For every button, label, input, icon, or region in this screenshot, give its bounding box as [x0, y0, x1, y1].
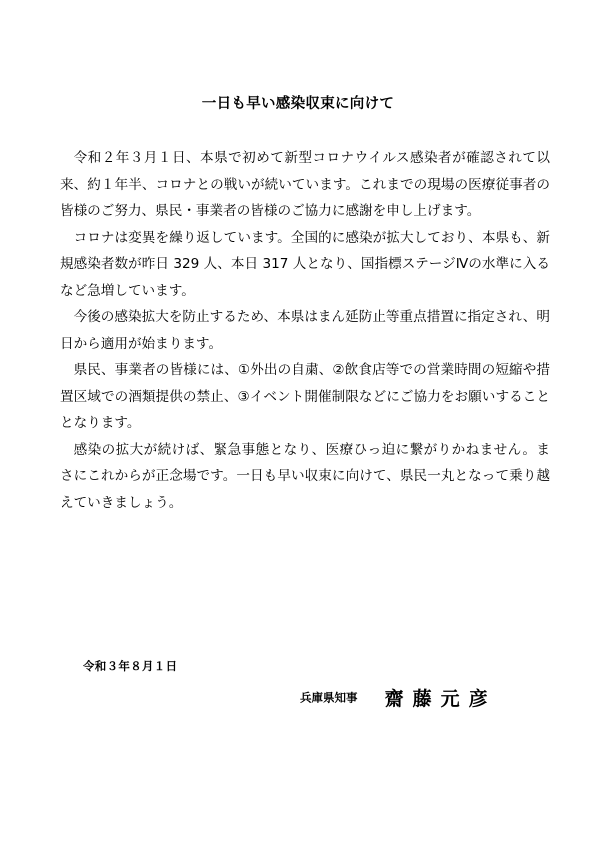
- paragraph-5: 感染の拡大が続けば、緊急事態となり、医療ひっ迫に繋がりかねません。まさにこれからが正念場です。一日も早い収束に向けて、県民一丸となって乗り越えていきましょう。: [60, 441, 550, 511]
- signer-name: 齋藤元彦: [384, 688, 497, 710]
- paragraph-1: 令和２年３月１日、本県で初めて新型コロナウイルス感染者が確認されて以来、約１年半、コロナとの戦いが続いています。これまでの現場の医療従事者の皆様のご努力、県民・事業者の皆様のご協力に感謝を申し上げます。: [60, 150, 550, 219]
- signature-block: [300, 684, 497, 711]
- message-body: [60, 145, 550, 516]
- paragraph-2: コロナは変異を繰り返しています。全国的に感染が拡大しており、本県も、新規感染者数が昨日 329 人、本日 317 人となり、国指標ステージⅣの水準に入るなど急増しています。: [60, 229, 550, 299]
- signer-title: 兵庫県知事: [300, 690, 358, 705]
- document-title: 一日も早い感染収束に向けて: [201, 96, 395, 112]
- paragraph-4: 県民、事業者の皆様には、①外出の自粛、②飲食店等での営業時間の短縮や措置区域での酒類提供の禁止、③イベント開催制限などにご協力をお願いすることとなります。: [60, 362, 550, 431]
- paragraph-3: 今後の感染拡大を防止するため、本県はまん延防止等重点措置に指定され、明日から適用が始まります。: [60, 309, 550, 352]
- document-date: 令和３年８月１日: [83, 659, 178, 673]
